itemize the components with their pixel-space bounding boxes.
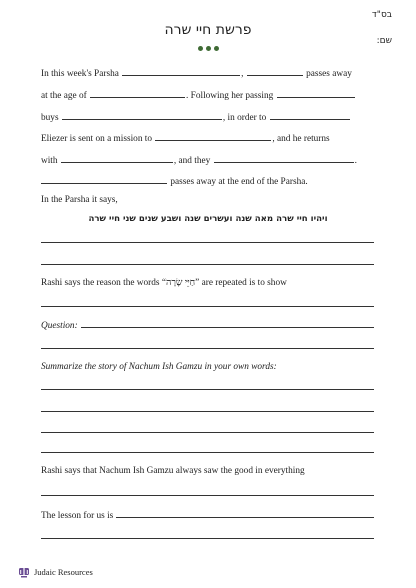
answer-blank[interactable]	[122, 66, 240, 76]
writing-line[interactable]	[41, 389, 374, 390]
answer-blank[interactable]	[116, 508, 374, 518]
line-text: . Following her passing	[186, 91, 274, 101]
fill-line-1	[41, 66, 374, 80]
answer-blank[interactable]	[214, 153, 354, 163]
line-text: buys	[41, 113, 59, 123]
line-text: , and they	[173, 156, 211, 166]
fill-line-6	[41, 174, 374, 188]
line-text: Rashi says the reason the words “חַיֵּי שָׂרָה” are repeated is to show	[41, 278, 287, 288]
line-text: passes away at the end of the Parsha.	[170, 177, 308, 187]
ornament-dot	[198, 46, 203, 51]
footer-brand	[18, 566, 93, 578]
fill-line-5	[41, 153, 374, 167]
line-text: , and he returns	[272, 134, 330, 144]
line-text: with	[41, 156, 58, 166]
rashi-reason-prompt	[41, 277, 374, 289]
parsha-says-line	[41, 194, 374, 206]
line-text: Eliezer is sent on a mission to	[41, 134, 153, 144]
fill-line-3	[41, 110, 374, 124]
menorah-logo-icon	[18, 566, 30, 578]
writing-line[interactable]	[41, 264, 374, 265]
lesson-line	[41, 508, 374, 522]
bsd-mark: בס"ד	[371, 10, 392, 20]
summarize-prompt	[41, 361, 374, 373]
writing-line[interactable]	[41, 495, 374, 496]
answer-blank[interactable]	[41, 174, 167, 184]
line-text: , in order to	[222, 113, 267, 123]
answer-blank[interactable]	[81, 318, 374, 328]
answer-blank[interactable]	[61, 153, 173, 163]
writing-line[interactable]	[41, 538, 374, 539]
writing-line[interactable]	[41, 452, 374, 453]
worksheet-title: פרשת חיי שרה	[164, 22, 252, 38]
name-label: שם:	[376, 36, 392, 46]
ornament-dot	[214, 46, 219, 51]
fill-line-4	[41, 131, 374, 145]
line-text: .	[354, 156, 357, 166]
line-text: ,	[241, 69, 244, 79]
fill-line-2	[41, 88, 374, 102]
answer-blank[interactable]	[62, 110, 222, 120]
line-text: In this week's Parsha	[41, 69, 119, 79]
line-text: In the Parsha it says,	[41, 195, 118, 205]
line-text: Summarize the story of Nachum Ish Gamzu in your own words:	[41, 362, 277, 372]
writing-line[interactable]	[41, 306, 374, 307]
writing-line[interactable]	[41, 242, 374, 243]
title-dots-ornament	[0, 46, 416, 51]
writing-line[interactable]	[41, 411, 374, 412]
rashi-good-prompt	[41, 465, 374, 477]
question-line	[41, 318, 374, 332]
writing-line[interactable]	[41, 432, 374, 433]
answer-blank[interactable]	[247, 66, 303, 76]
question-label: Question:	[41, 321, 78, 331]
line-text: at the age of	[41, 91, 87, 101]
line-text: Rashi says that Nachum Ish Gamzu always saw the good in everything	[41, 466, 305, 476]
brand-name: Judaic Resources	[34, 567, 93, 577]
ornament-dot	[206, 46, 211, 51]
answer-blank[interactable]	[277, 88, 355, 98]
lesson-label: The lesson for us is	[41, 511, 114, 521]
answer-blank[interactable]	[155, 131, 271, 141]
hebrew-verse-quote: ויהיו חיי שרה מאה שנה ועשרים שנה ושבע שנים שני חיי שרה	[88, 214, 328, 224]
answer-blank[interactable]	[270, 110, 350, 120]
line-text: passes away	[306, 69, 352, 79]
answer-blank[interactable]	[90, 88, 185, 98]
writing-line[interactable]	[41, 348, 374, 349]
